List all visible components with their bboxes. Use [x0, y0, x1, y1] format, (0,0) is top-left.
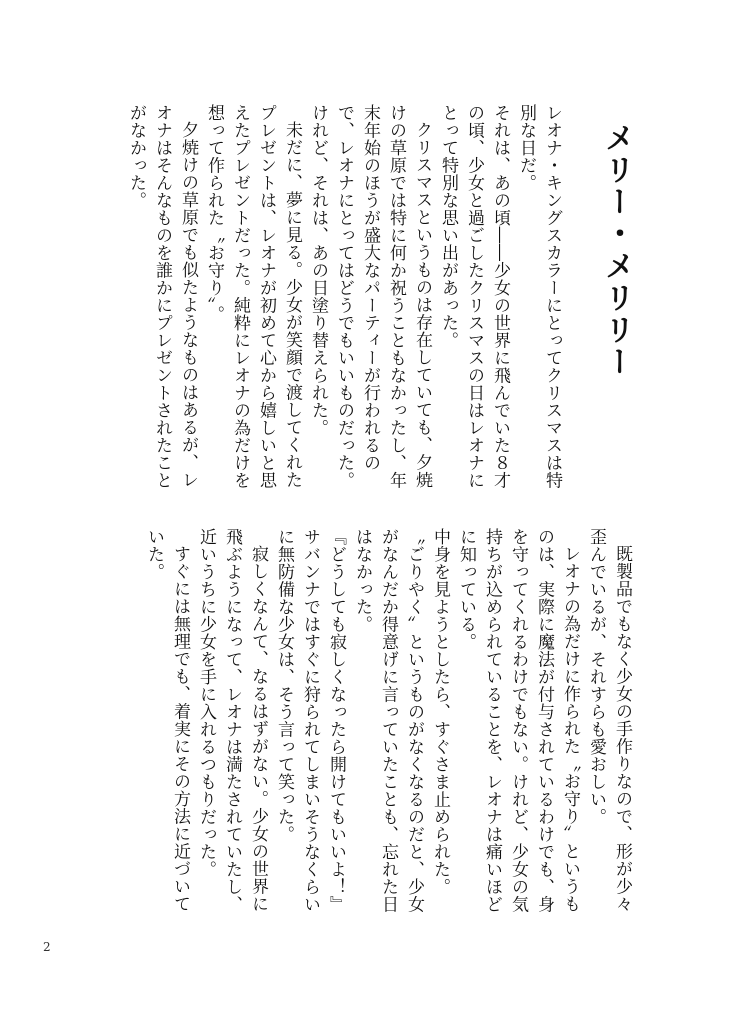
paragraph: 中身を見ようとしたら、すぐさま止められた。: [430, 528, 450, 896]
paragraph: クリスマスというものは存在していても、夕焼けの草原では特に何か祝うこともなかったし、年末年始のほうが盛大なパーティーが行われるので、レオナにとってはどうでもいいものだった。: [334, 104, 432, 489]
story-title: メリー・メリリー: [599, 122, 634, 378]
paragraph: 『どうしても寂しくなったら開けてもいいよ！』: [326, 528, 346, 913]
paragraph: すぐには無理でも、着実にその方法に近づいていた。: [144, 528, 190, 913]
paragraph: サバンナではすぐに狩られてしまいそうなくらいに無防備な少女は、そう言って笑った。: [274, 528, 320, 913]
paragraph: レオナの為だけに作られた〝お守り〟というものは、実際に魔法が付与されているわけでも、身を守ってくれるわけでもない。けれど、少女の気持ちが込められていることを、レオナは痛いほどに知っている。: [456, 528, 580, 913]
paragraph: レオナ・キングスカラーにとってクリスマスは特別な日だ。: [516, 104, 562, 489]
upper-text-block: [126, 104, 565, 499]
page-number: 2: [43, 940, 51, 954]
paragraph: 未だに、夢に見る。少女が笑顔で渡してくれたプレゼントは、レオナが初めて心から嬉しいと思えたプレゼントだった。純粋にレオナの為だけを想って作られた〝お守り〟。: [204, 104, 302, 489]
paragraph: 夕焼けの草原でも似たようなものはあるが、レオナはそんなものを誰かにプレゼントされたことがなかった。: [126, 104, 198, 489]
paragraph: けれど、それは、あの日塗り替えられた。: [308, 104, 328, 437]
paragraph: 〝ごりやく〟というものがなくなるのだと、少女がなんだか得意げに言っていたことも、忘れた日はなかった。: [352, 528, 424, 913]
paragraph: それは、あの頃――少女の世界に飛んでいた８才の頃、少女と過ごしたクリスマスの日はレオナにとって特別な思い出があった。: [438, 104, 510, 489]
lower-text-block: [144, 528, 635, 923]
paragraph: 寂しくなんて、なるはずがない。少女の世界に飛ぶようになって、レオナは満たされていたし、近いうちに少女を手に入れるつもりだった。: [196, 528, 268, 913]
paragraph: 既製品でもなく少女の手作りなので、形が少々歪んでいるが、それすらも愛おしい。: [586, 528, 632, 913]
